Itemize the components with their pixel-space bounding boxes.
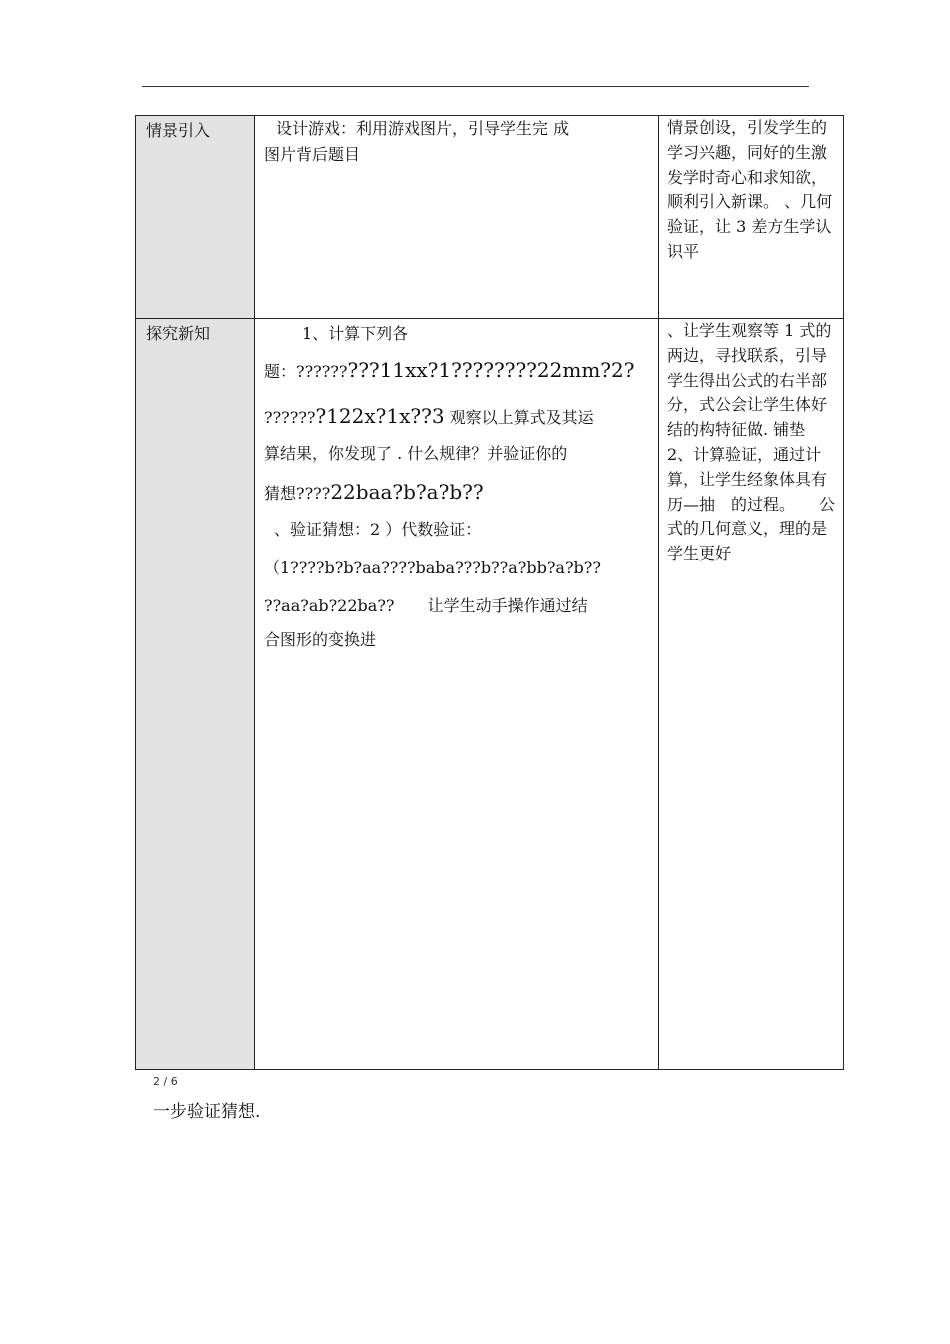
scene-intro-line: 设计游戏：利用游戏图片，引导学生完 成 (276, 119, 570, 138)
page-number: 2 / 6 (153, 1075, 178, 1088)
explore-formula-line: 题：?????????11xx?1????????22mm?2? (264, 358, 635, 382)
scene-intro-note: 情景创设，引发学生的学习兴趣，同好的生激发学时奇心和求知欲，顺利引入新课。 、几何验证，让 3 差方生学认识平 (659, 116, 844, 319)
explore-line: 1、计算下列各 (302, 324, 409, 343)
explore-note: 、让学生观察等 1 式的两边，寻找联系，引导学生得出公式的右半部分，式公会让学生体好结的构特征做. 铺垫 2、计算验证，通过计算，让学生经象体具有历—抽 的过程。 公式的几何意义，理的是学生更好 (659, 319, 844, 1070)
explore-formula-line: 猜想????22baa?b?a?b?? (264, 480, 484, 504)
explore-line: 算结果，你发现了 . 什么规律？并验证你的 (264, 444, 568, 463)
continuation-text: 一步验证猜想. (153, 1102, 261, 1122)
explore-line: 合图形的变换进 (264, 630, 377, 649)
explore-formula-line: ??aa?ab?22ba?? 让学生动手操作通过结 (264, 596, 588, 615)
row-label-scene-intro: 情景引入 (136, 116, 255, 319)
row-label-explore: 探究新知 (136, 319, 255, 1070)
explore-formula-line: ???????122x?1x??3 观察以上算式及其运 (264, 404, 594, 428)
table-row (136, 319, 844, 1070)
table-row (136, 116, 844, 319)
explore-line: 、验证猜想：2 ）代数验证： (274, 520, 482, 539)
scene-intro-content (255, 116, 659, 319)
explore-content (255, 319, 659, 1070)
explore-formula-line: （1????b?b?aa????baba???b??a?bb?a?b?? (264, 558, 601, 577)
lesson-plan-table (135, 115, 844, 1070)
scene-intro-line: 图片背后题目 (264, 145, 361, 164)
header-rule (142, 86, 809, 87)
